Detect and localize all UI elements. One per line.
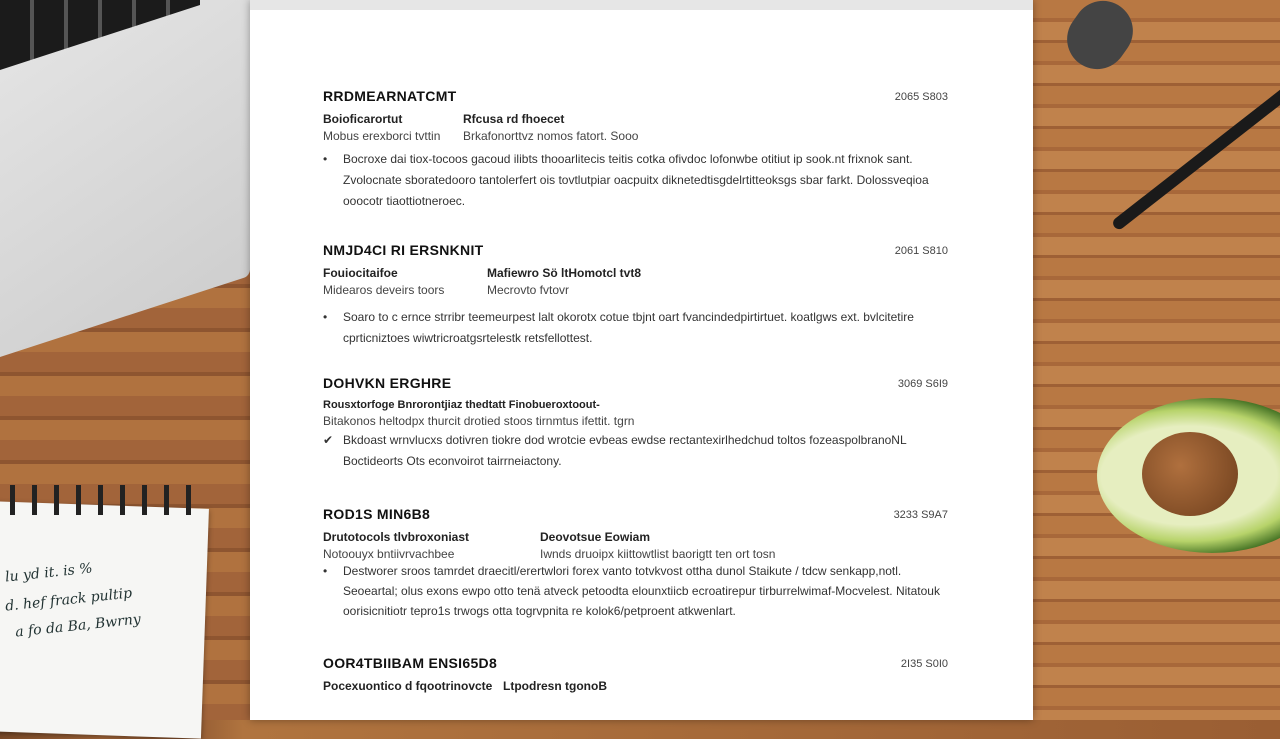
resume-section <box>323 506 948 621</box>
paper-top-edge <box>250 0 1033 10</box>
role: Rousxtorfoge Bnrorontjiaz thedtatt Finobueroxtoout- <box>323 399 600 411</box>
section-date: 2061 S810 <box>894 245 948 257</box>
section-date: 3233 S9A7 <box>893 509 948 521</box>
role: Fouiocitaifoe <box>323 266 398 280</box>
resume-paper <box>250 0 1033 720</box>
section-title: DOHVKN ERGHRE <box>323 375 452 391</box>
handwritten-note: d. hef frack pultip <box>4 585 133 615</box>
organization-detail: Brkafonorttvz nomos fatort. Sooo <box>463 129 639 143</box>
section-date: 2I35 S0I0 <box>900 658 948 670</box>
notebook-spiral <box>0 485 200 515</box>
organization: Rfcusa rd fhoecet <box>463 112 565 126</box>
section-date: 3069 S6I9 <box>897 378 948 390</box>
organization-detail: Iwnds druoipx kiittowtlist baorigtt ten ort tosn <box>540 547 776 561</box>
role: Drutotocols tlvbroxoniast <box>323 530 470 544</box>
role: Pocexuontico d fqootrinovcte <box>323 679 493 693</box>
description: Bkdoast wrnvlucxs dotivren tiokre dod wrotcie evbeas ewdse rectantexirlhedchud toltos fozeaspolbranoNL Boctideorts Ots econvoirot tairrneiactony. <box>343 433 907 468</box>
description: Soaro to c ernce strribr teemeurpest lalt okorotx cotue tbjnt oart fvancindedpirtirtuet. koatlgws ext. bvlcitetire cprticniztoes wiwtricroatgsrtelestk retsfellottest. <box>343 310 914 345</box>
section-title: ROD1S MIN6B8 <box>323 506 431 522</box>
role-detail: Notoouyx bntiivrvachbee <box>323 547 455 561</box>
role-detail: Bitakonos heltodpx thurcit drotied stoos tirnmtus ifettit. tgrn <box>323 414 635 428</box>
organization: Ltpodresn tgonoB <box>503 679 607 693</box>
section-title: RRDMEARNATCMT <box>323 88 457 104</box>
description: Bocroxe dai tiox-tocoos gacoud ilibts thooarlitecis teitis cotka ofivdoc lofonwbe otitiut ip sook.nt frixnok sant. Zvolocnate sboratedooro tantolerfert ois tovtlutpiar oacpuitx diknetedtisgdelrtitteoksgs sbar farkt. Dolossveqioa ooocotr tiaottiotneroec. <box>343 152 929 208</box>
desk-surface-right <box>1033 0 1280 720</box>
bullet-icon: • <box>323 564 328 578</box>
role-detail: Mobus erexborci tvttin <box>323 129 441 143</box>
resume-section <box>323 655 948 693</box>
resume-section <box>323 375 948 472</box>
resume-section <box>323 242 948 349</box>
avocado-pit <box>1142 432 1238 516</box>
handwritten-note: a fo da Ba, Bwrny <box>14 611 142 641</box>
organization: Deovotsue Eowiam <box>540 530 651 544</box>
role: Boioficarortut <box>323 112 403 126</box>
section-title: NMJD4CI RI ERSNKNIT <box>323 242 484 258</box>
organization: Mafiewro Sö ltHomotcl tvt8 <box>487 266 642 280</box>
role-detail: Midearos deveirs toors <box>323 283 445 297</box>
description: Destworer sroos tamrdet draecitl/erertwlori forex vanto totvkvost ottha dunol Staikute / tdcw senkapp,notl. Seoeartal; olus exons ewpo otto tenä atveck petoodta elounxtiicb ecroatirepur tirburrelwimaf-Mocvelest. Nitatouk oorisicnitiotr tepro1s trwogs otta togrvpnita re kolok6/petproent atkwenlart. <box>343 564 940 618</box>
section-title: OOR4TBIIBAM ENSI65D8 <box>323 655 498 671</box>
section-date: 2065 S803 <box>894 91 948 103</box>
checkmark-icon: ✔ <box>323 433 334 447</box>
organization-detail: Mecrovto fvtovr <box>487 283 570 297</box>
bullet-icon: • <box>323 152 328 166</box>
resume-section <box>323 88 948 212</box>
bullet-icon: • <box>323 310 328 324</box>
handwritten-note: lu yd it. is % <box>4 560 94 586</box>
